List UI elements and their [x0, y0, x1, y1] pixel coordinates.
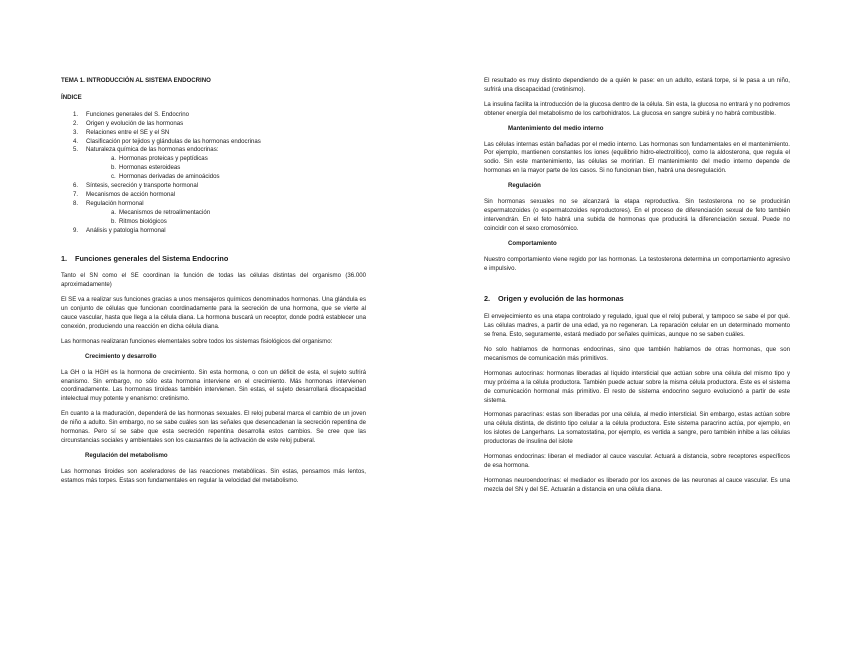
index-subitem: b. Hormonas esteroideas [111, 164, 181, 172]
index-subitem: a. Mecanismos de retroalimentación [111, 208, 211, 216]
subheading-metabolism: Regulación del metabolismo [85, 451, 168, 459]
paragraph: En cuanto a la maduración, dependerá de las hormonas sexuales. El reloj puberal marca el cambio de un joven de niño a adulto. Sin embargo, no se sabe cuáles son las señales que desencadenan la secreción repentina de hormonas. Pero sí se sabe que esta secreción repentina desarrolla estos cambios. Se cree que las circunstancias sociales y ambientales son los causantes de la activación de este reloj puberal. [61, 410, 366, 444]
section-1-heading: 1. Funciones generales del Sistema Endocrino [61, 253, 229, 263]
index-item: 2. Origen y evolución de las hormonas [73, 119, 184, 127]
index-subitem: b. Ritmos biológicos [111, 217, 167, 225]
left-column [61, 77, 366, 492]
paragraph: Hormonas autocrinas: hormonas liberadas al líquido intersticial que actúan sobre una célula del mismo tipo y muy próxima a la célula productora. También puede actuar sobre la misma célula productora. Este es el sistema de comunicación hormonal más primitivo. El resto de sistema endocrino seguro evolucionó a partir de este sistema. [484, 369, 790, 404]
index-item: 5. Naturaleza química de las hormonas endocrinas: a. Hormonas proteicas y peptídicas b. Hormonas esteroideas c. Hormonas derivadas de aminoácidos [61, 146, 366, 182]
paragraph: La GH o la HGH es la hormona de crecimiento. Sin esta hormona, o con un déficit de esta, el sujeto sufrirá enanismo. Sin embargo, no sólo esta hormona interviene en el crecimiento. Más hormonas intervienen coordinadamente. Las hormonas tiroideas también intervienen. Sin estas, el sujeto desarrollará discapacidad intelectual muy potente y enanismo: cretinismo. [61, 368, 366, 403]
index-item: 8. Regulación hormonal a. Mecanismos de retroalimentación b. Ritmos biológicos [61, 200, 366, 227]
paragraph: Hormonas neuroendocrinas: el mediador es liberado por los axones de las neuronas al cauce vascular. Es una mezcla del SN y del SE. Actuarán a distancia en una célula diana. [484, 476, 790, 493]
paragraph: Las células internas están bañadas por el medio interno. Las hormonas son fundamentales en el mantenimiento. Por ejemplo, mantienen constantes los iones (equilibrio hidro-electrolítico), como la aldosterona, que regula el sodio. Sin este mantenimiento, las células se morirían. El mantenimiento del medio interno depende de hormonas en la mayor parte de los casos. Si no funcionan bien, habrá una desregulación. [484, 140, 790, 175]
paragraph: No solo hablamos de hormonas endocrinas, sino que también hablamos de otras hormonas, que son mecanismos de comunicación más primitivos. [484, 346, 790, 362]
paragraph: Las hormonas tiroides son aceleradores de las reacciones metabólicas. Sin estas, pensamos más lentos, estamos más torpes. Estas son fundamentales en regular la velocidad del metabolismo. [61, 467, 366, 484]
subheading-regulation: Regulación [508, 182, 541, 190]
index-subitem: c. Hormonas derivadas de aminoácidos [111, 173, 220, 181]
index-item: 3. Relaciones entre el SE y el SN [73, 128, 170, 136]
paragraph: Hormonas endocrinas: liberan el mediador al cauce vascular. Actuará a distancia, sobre receptores específicos de esa hormona. [484, 453, 790, 469]
document-title: TEMA 1. INTRODUCCIÓN AL SISTEMA ENDOCRINO [61, 77, 211, 84]
index-item: 1. Funciones generales del S. Endocrino [73, 110, 189, 118]
paragraph: El resultado es muy distinto dependiendo de a quién le pase: en un adulto, estará torpe, si le pasa a un niño, sufrirá una discapacidad (cretinismo). [484, 77, 790, 93]
paragraph: La insulina facilita la introducción de la glucosa dentro de la célula. Sin esta, la glucosa no entrará y no podremos obtener energía del metabolismo de los carbohidratos. La glucosa en sangre subirá y no habrá combustible. [484, 100, 790, 117]
right-column [484, 77, 790, 501]
index-subitem: a. Hormonas proteicas y peptídicas [111, 155, 208, 163]
paragraph: El SE va a realizar sus funciones gracias a unos mensajeros químicos denominados hormonas. Una glándula es un conjunto de células que funcionan coordinadamente para la secreción de una hormona, que se vierte al cauce vascular, hasta que llega a la célula diana. La hormona buscará un receptor, donde podrá establecer una conexión, produciendo una reacción en dicha célula diana. [61, 296, 366, 330]
index-list [61, 111, 366, 236]
subheading-growth: Crecimiento y desarrollo [85, 352, 157, 360]
paragraph: Sin hormonas sexuales no se alcanzará la etapa reproductiva. Sin testosterona no se producirán espermatozoides (o espermatozoides reproductores). En el proceso de diferenciación sexual de feto también intervendrán. En el feto habrá una subida de hormonas que producirá la diferenciación sexual. Puede no coincidir con el sexo cromosómico. [484, 198, 790, 232]
subheading-internal-medium: Mantenimiento del medio interno [508, 124, 604, 132]
paragraph: Nuestro comportamiento viene regido por las hormonas. La testosterona determina un comportamiento agresivo e impulsivo. [484, 255, 790, 272]
index-item: 4. Clasificación por tejidos y glándulas de las hormonas endocrinas [73, 137, 261, 145]
paragraph: El envejecimiento es una etapa controlado y regulado, igual que el reloj puberal, y tampoco se sabe el por qué. Las células madres, a partir de una edad, ya no regeneran. La reparación celular en un determinado momento se frena. Esto, seguramente, estará mediado por señales químicas, aunque no se saben cuáles. [484, 313, 790, 339]
index-item: 7. Mecanismos de acción hormonal [73, 190, 176, 198]
paragraph: Las hormonas realizaran funciones elementales sobre todos los sistemas fisiológicos del organismo: [61, 337, 333, 345]
section-2-heading: 2. Origen y evolución de las hormonas [484, 294, 624, 304]
index-sublist [86, 155, 366, 182]
index-item: 9. Análisis y patología hormonal [73, 226, 166, 234]
index-item: 6. Síntesis, secreción y transporte hormonal [73, 182, 199, 190]
paragraph: Tanto el SN como el SE coordinan la función de todas las células distintas del organismo (36.000 aproximadamente) [61, 272, 366, 289]
paragraph: Hormonas paracrinas: estas son liberadas por una célula, al medio intersticial. Sin embargo, estas actúan sobre una célula distinta, de distinto tipo celular a la célula productora. Este sistema paracrino actúa, por ejemplo, en los islotes de Langerhans. La somatostatina, por ejemplo, es vertida a sangre, pero también inhibe a las células productoras de insulina del islote [484, 411, 790, 446]
subheading-behavior: Comportamiento [508, 239, 557, 247]
index-title: ÍNDICE [61, 93, 82, 101]
index-sublist [86, 209, 366, 227]
